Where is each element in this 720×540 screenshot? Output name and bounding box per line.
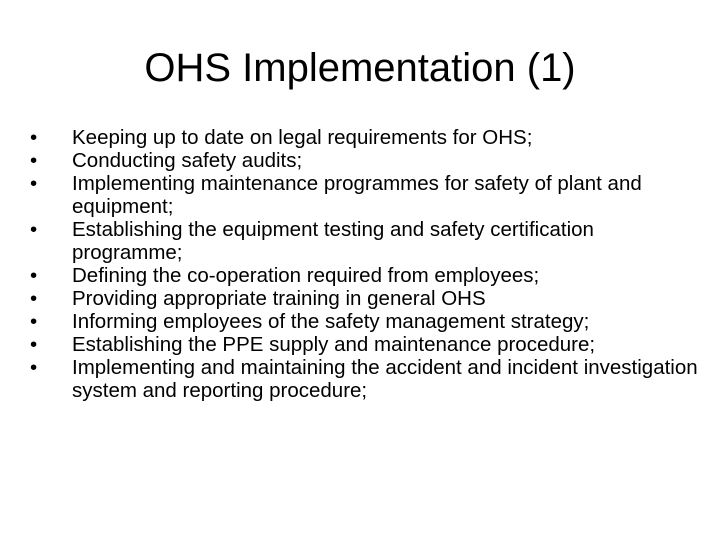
list-item-text: Providing appropriate training in general OHS [72,287,486,310]
bullet-list [30,126,710,402]
list-item [30,149,710,172]
bullet-icon: • [30,287,38,310]
list-item-text: Implementing maintenance programmes for safety of plant and equipment; [72,172,642,218]
list-item-text: Informing employees of the safety management strategy; [72,310,590,333]
bullet-icon: • [30,218,38,241]
bullet-icon: • [30,149,38,172]
list-item [30,310,710,333]
bullet-icon: • [30,356,38,379]
list-item [30,333,710,356]
list-item-text: Conducting safety audits; [72,149,303,172]
bullet-icon: • [30,172,38,195]
list-item-text: Establishing the PPE supply and maintenance procedure; [72,333,596,356]
list-item [30,356,710,402]
bullet-icon: • [30,264,38,287]
list-item [30,287,710,310]
list-item [30,218,710,264]
list-item [30,126,710,149]
list-item-text: Establishing the equipment testing and safety certification programme; [72,218,594,264]
list-item [30,264,710,287]
bullet-icon: • [30,310,38,333]
list-item-text: Defining the co-operation required from employees; [72,264,540,287]
list-item [30,172,710,218]
bullet-icon: • [30,333,38,356]
list-item-text: Implementing and maintaining the accident and incident investigation system and reporting procedure; [72,356,698,402]
bullet-icon: • [30,126,38,149]
slide-title: OHS Implementation (1) [144,46,576,90]
list-item-text: Keeping up to date on legal requirements for OHS; [72,126,533,149]
